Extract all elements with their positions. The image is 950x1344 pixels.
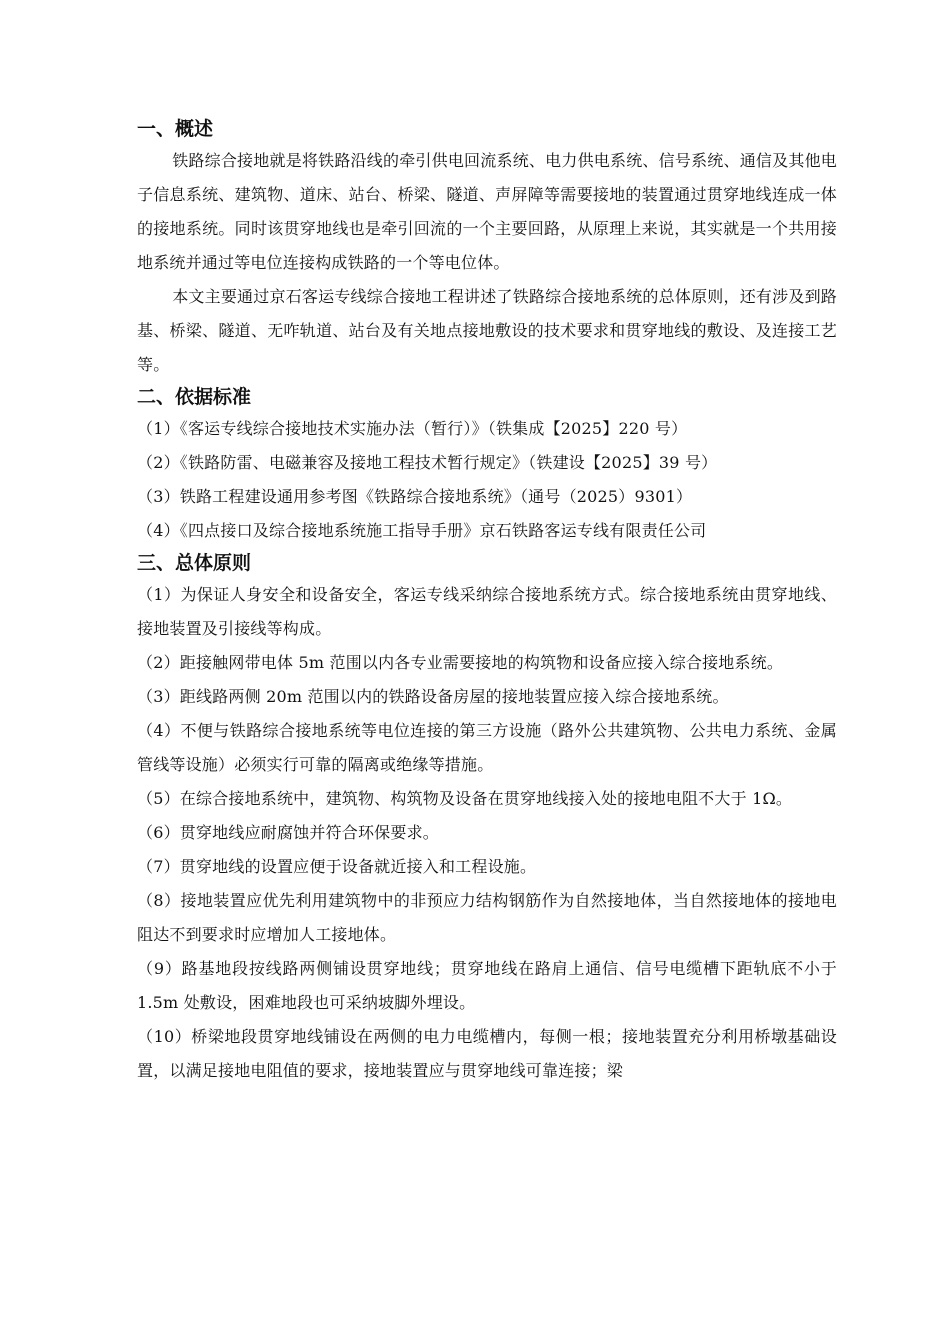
principle-item-7: （7）贯穿地线的设置应便于设备就近接入和工程设施。 [137, 857, 537, 876]
standard-item-1: （1）《客运专线综合接地技术实施办法（暂行）》（铁集成【2025】220 号） [137, 419, 688, 438]
section-heading-overview: 一、概述 [137, 118, 214, 140]
principle-item-10: （10）桥梁地段贯穿地线铺设在两侧的电力电缆槽内，每侧一根；接地装置充分利用桥墩基础设置，以满足接地电阻值的要求，接地装置应与贯穿地线可靠连接；梁 [137, 1027, 837, 1080]
standard-item-4: （4）《四点接口及综合接地系统施工指导手册》京石铁路客运专线有限责任公司 [137, 521, 707, 540]
overview-paragraph-2: 本文主要通过京石客运专线综合接地工程讲述了铁路综合接地系统的总体原则，还有涉及到路基、桥梁、隧道、无咋轨道、站台及有关地点接地敷设的技术要求和贯穿地线的敷设、及连接工艺等。 [137, 287, 837, 374]
section-principles [137, 548, 837, 1088]
principle-item-2: （2）距接触网带电体 5m 范围以内各专业需要接地的构筑物和设备应接入综合接地系统。 [137, 653, 784, 672]
principle-item-6: （6）贯穿地线应耐腐蚀并符合环保要求。 [137, 823, 439, 842]
principle-item-1: （1）为保证人身安全和设备安全，客运专线采纳综合接地系统方式。综合接地系统由贯穿地线、接地装置及引接线等构成。 [137, 585, 837, 638]
principle-item-4: （4）不便与铁路综合接地系统等电位连接的第三方设施（路外公共建筑物、公共电力系统、金属管线等设施）必须实行可靠的隔离或绝缘等措施。 [137, 721, 837, 774]
document-page [137, 114, 837, 1088]
section-standards [137, 382, 837, 548]
section-heading-standards: 二、依据标准 [137, 386, 252, 408]
principle-item-8: （8）接地装置应优先利用建筑物中的非预应力结构钢筋作为自然接地体，当自然接地体的接地电阻达不到要求时应增加人工接地体。 [137, 891, 837, 944]
principle-item-9: （9）路基地段按线路两侧铺设贯穿地线；贯穿地线在路肩上通信、信号电缆槽下距轨底不小于 1.5m 处敷设，困难地段也可采纳坡脚外埋设。 [137, 959, 837, 1012]
section-overview [137, 114, 837, 382]
principle-item-3: （3）距线路两侧 20m 范围以内的铁路设备房屋的接地装置应接入综合接地系统。 [137, 687, 729, 706]
principle-item-5: （5）在综合接地系统中，建筑物、构筑物及设备在贯穿地线接入处的接地电阻不大于 1Ω。 [137, 789, 793, 808]
section-heading-principles: 三、总体原则 [137, 552, 252, 574]
standard-item-2: （2）《铁路防雷、电磁兼容及接地工程技术暂行规定》（铁建设【2025】39 号） [137, 453, 718, 472]
overview-paragraph-1: 铁路综合接地就是将铁路沿线的牵引供电回流系统、电力供电系统、信号系统、通信及其他电子信息系统、建筑物、道床、站台、桥梁、隧道、声屏障等需要接地的装置通过贯穿地线连成一体的接地系统。同时该贯穿地线也是牵引回流的一个主要回路，从原理上来说，其实就是一个共用接地系统并通过等电位连接构成铁路的一个等电位体。 [137, 151, 837, 272]
standard-item-3: （3）铁路工程建设通用参考图《铁路综合接地系统》（通号（2025）9301） [137, 487, 693, 506]
